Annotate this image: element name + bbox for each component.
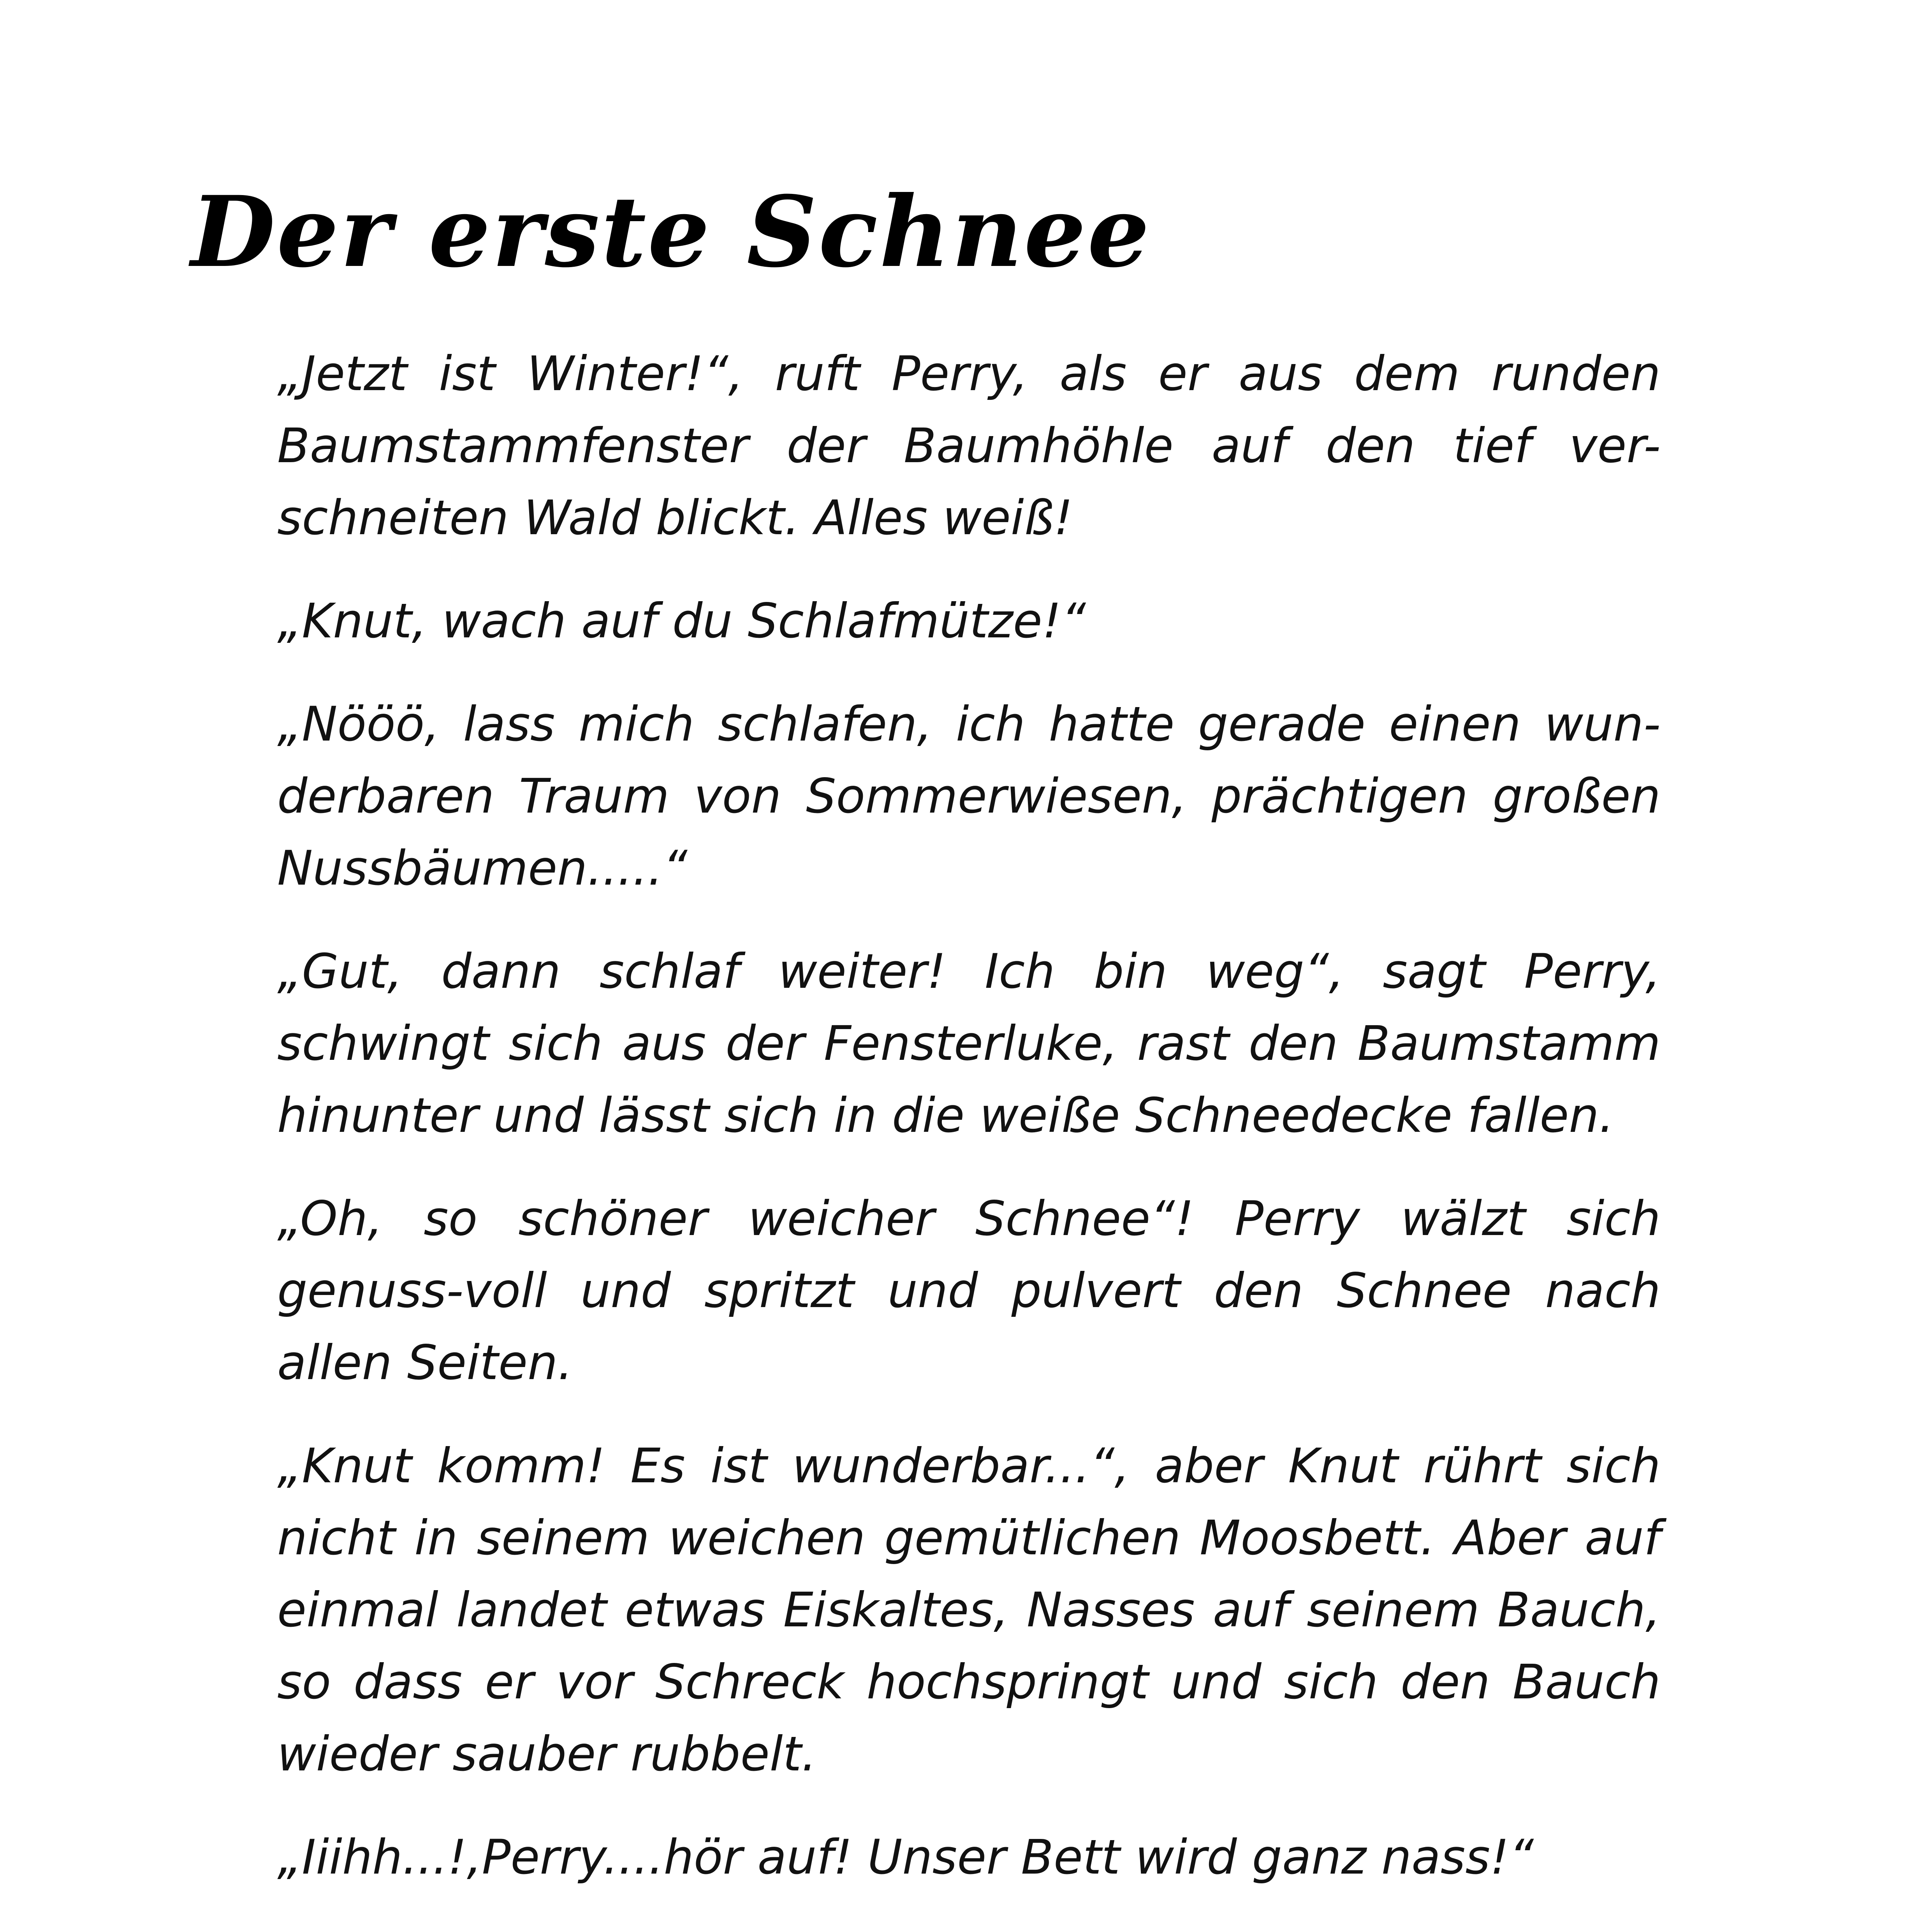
paragraph-3: „Nööö, lass mich schlafen, ich hatte gerade einen wun-derbaren Traum von Sommerwiesen, prächtigen großen Nussbäumen.....“ — [277, 697, 1661, 896]
paragraph-2: „Knut, wach auf du Schlafmütze!“ — [277, 593, 1086, 649]
paragraph-6: „Knut komm! Es ist wunderbar...“, aber Knut rührt sich nicht in seinem weichen gemütlichen Moosbett. Aber auf einmal landet etwas Eiskaltes, Nasses auf seinem Bauch, so dass er vor Schreck hochspringt und sich den Bauch wieder sauber rubbelt. — [277, 1438, 1661, 1782]
paragraph-4: „Gut, dann schlaf weiter! Ich bin weg“, sagt Perry, schwingt sich aus der Fensterluke, rast den Baumstamm hinunter und lässt sich in die weiße Schneedecke fallen. — [277, 944, 1661, 1143]
story-body — [277, 338, 1661, 1925]
paragraph-7: „Iiihh...!,Perry....hör auf! Unser Bett wird ganz nass!“ — [277, 1830, 1534, 1885]
paragraph-1: „Jetzt ist Winter!“, ruft Perry, als er aus dem runden Baumstammfenster der Baumhöhle auf den tief ver-schneiten Wald blickt. Alles weiß! — [277, 346, 1661, 545]
story-title: Der erste Schnee — [191, 174, 1151, 289]
paragraph-5: „Oh, so schöner weicher Schnee“! Perry wälzt sich genuss-voll und spritzt und pulvert den Schnee nach allen Seiten. — [277, 1191, 1661, 1390]
